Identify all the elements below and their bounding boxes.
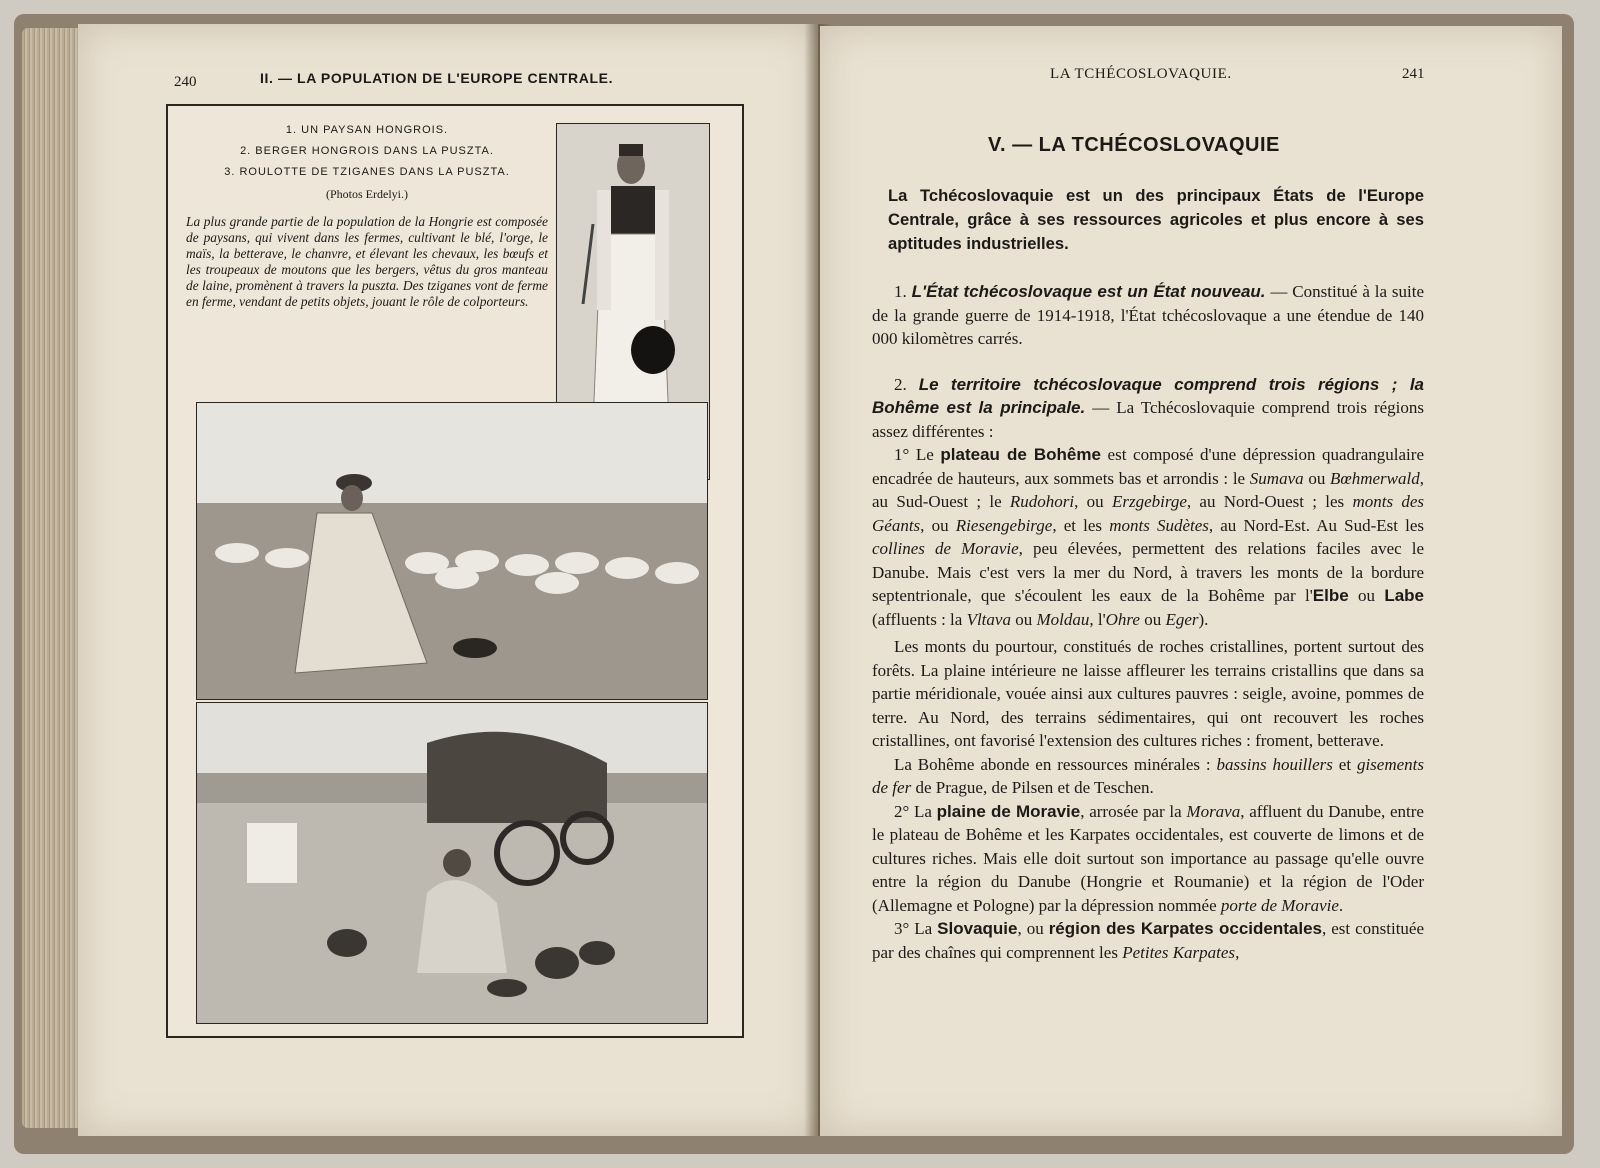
- place-name: monts des Géants: [872, 492, 1424, 535]
- text-run: , l': [1089, 609, 1106, 629]
- right-page: [820, 26, 1562, 1136]
- paragraph-monts: Les monts du pourtour, constitués de roches cristallines, portent surtout des forêts. La plaine intérieure ne laisse affleurer les terrains cristallins que dans sa partie méridionale, vouée ainsi aux cultures pauvres : seigle, avoine, pommes de terre. Au Nord, des terrains sédimentaires, qui ont recouvert les roches cristallines, ont favorisé l'extension des cultures riches : froment, betterave.: [872, 637, 1424, 750]
- text-run: , ou: [920, 515, 956, 535]
- left-page: [78, 24, 818, 1136]
- place-name: Eger: [1165, 609, 1199, 629]
- region-1-paragraph: [872, 443, 1424, 631]
- text-run: de Prague, de Pilsen et de Teschen.: [911, 778, 1154, 797]
- section-1-body: Constitué à la suite de la grande guerre de 1914-1918, l'État tchécoslovaque a une étendue de 140 000 kilomètres carrés.: [872, 282, 1425, 348]
- text-run: , et les: [1052, 515, 1110, 535]
- place-name: Petites Karpates: [1122, 942, 1236, 962]
- text-run: ou: [1348, 586, 1385, 605]
- region-1-term: plateau de Bohême: [940, 445, 1101, 464]
- paragraph-minerals: [872, 753, 1424, 800]
- section-1: [872, 280, 1424, 351]
- text-run: (affluents : la: [872, 609, 967, 629]
- text-run: .: [1338, 895, 1344, 915]
- page-number-right: 241: [1402, 66, 1425, 82]
- place-name: collines de Moravie: [872, 539, 1019, 558]
- section-2-body: — La Tchécoslovaquie comprend trois régions assez différentes :: [872, 398, 1425, 441]
- region-3-number: 3° La: [894, 919, 938, 938]
- place-name: Vltava: [966, 609, 1011, 629]
- running-head-right: LA TCHÉCOSLOVAQUIE.: [1050, 66, 1232, 82]
- region-2-term: plaine de Moravie: [936, 801, 1081, 821]
- text-run: , est constituée par des chaînes qui comprennent les: [872, 919, 1425, 962]
- place-name: Moldau: [1036, 609, 1090, 629]
- text-run: , ou: [1074, 492, 1112, 511]
- chapter-lead: La Tchécoslovaquie est un des principaux États de l'Europe Centrale, grâce à ses ressources agricoles et plus encore à ses aptitudes industrielles.: [888, 186, 1424, 253]
- photo-shepherd-puszta: [196, 402, 708, 700]
- text-run: , arrosée par la: [1080, 801, 1187, 821]
- running-head-left: II. — LA POPULATION DE L'EUROPE CENTRALE.: [260, 70, 614, 86]
- text-run: , au Nord-Ouest ; les: [1186, 492, 1353, 511]
- emphasis: gisements de fer: [872, 754, 1424, 797]
- region-2-number: 2° La: [894, 801, 937, 821]
- region-3-term: Slovaquie: [937, 919, 1018, 938]
- chapter-title: V. — LA TCHÉCOSLOVAQUIE: [988, 134, 1280, 156]
- section-1-title: L'État tchécoslovaque est un État nouveau.: [911, 282, 1266, 301]
- region-2-paragraph: [872, 800, 1424, 918]
- text-run: est composé d'une dépression quadrangulaire encadrée de hauteurs, aux sommets bas et arrondis : le: [872, 445, 1424, 488]
- text-run: et: [1332, 754, 1357, 774]
- region-3-paragraph: [872, 917, 1424, 964]
- place-name: Erzgebirge: [1111, 492, 1187, 511]
- text-run: , peu élevées, permettent des relations faciles avec le Danube. Mais c'est vers la mer du Nord, à travers les monts de la bordure septentrionale, que s'écoulent les eaux de la Bohême par l': [872, 539, 1425, 605]
- place-name: Sumava: [1249, 468, 1304, 488]
- region-3-term-alt: région des Karpates occidentales: [1048, 919, 1323, 938]
- photo-gypsy-caravan: [196, 702, 708, 1024]
- section-2-number: 2.: [894, 374, 907, 394]
- region-1-number: 1° Le: [894, 445, 941, 464]
- emphasis: bassins houillers: [1216, 754, 1333, 774]
- place-name: porte de Moravie: [1220, 895, 1339, 915]
- text-run: , affluent du Danube, entre le plateau de Bohême et les Karpates occidentales, est couverte de limons et de cultures riches. Mais elle doit surtout son importance au passage qu'elle ouvre entre la région du Danube (Hongrie et Roumanie) et la région de l'Oder (Allemagne et Pologne) par la dépression nommée: [872, 801, 1424, 915]
- text-run: ou: [1139, 609, 1166, 629]
- river-name: Labe: [1384, 586, 1425, 605]
- caption-1: 1. UN PAYSAN HONGROIS.: [285, 124, 449, 136]
- body-text: [872, 184, 1424, 964]
- text-run: ).: [1198, 609, 1209, 629]
- figure-description: La plus grande partie de la population de la Hongrie est composée de paysans, qui vivent dans les fermes, cultivant le blé, l'orge, le maïs, la betterave, le chanvre, et élevant les chevaux, les bœufs et les troupeaux de moutons que les bergers, vêtus du gros manteau de laine, promènent à travers la puszta. Des tziganes vont de ferme en ferme, vendant de petits objets, jouant le rôle de colporteurs.: [186, 214, 548, 309]
- section-1-number: 1.: [894, 282, 907, 301]
- place-name: Bœhmerwald: [1330, 468, 1420, 488]
- figure-plate: [166, 104, 744, 1038]
- river-name: Elbe: [1312, 586, 1349, 605]
- caption-2: 2. BERGER HONGROIS DANS LA PUSZTA.: [240, 145, 494, 157]
- page-edges: [22, 28, 82, 1128]
- text-run: ou: [1303, 468, 1331, 488]
- text-run: , au Nord-Est. Au Sud-Est les: [1208, 515, 1425, 535]
- section-1-dash: —: [1265, 282, 1288, 301]
- text-run: , ou: [1017, 919, 1049, 938]
- photo-credit: (Photos Erdelyi.): [326, 187, 408, 201]
- text-run: , au Sud-Ouest ; le: [872, 468, 1424, 511]
- place-name: Morava: [1186, 801, 1241, 821]
- text-run: ou: [1010, 609, 1037, 629]
- place-name: monts Sudètes: [1109, 515, 1209, 535]
- text-run: ,: [1235, 942, 1240, 962]
- page-number-left: 240: [174, 74, 197, 90]
- caption-3: 3. ROULOTTE DE TZIGANES DANS LA PUSZTA.: [224, 166, 510, 178]
- place-name: Rudohori: [1009, 492, 1075, 511]
- figure-captions: [182, 124, 552, 310]
- text-run: La Bohême abonde en ressources minérales :: [894, 754, 1217, 774]
- place-name: Riesengebirge: [955, 515, 1053, 535]
- section-2-title: Le territoire tchécoslovaque comprend trois régions ; la Bohême est la principale.: [872, 374, 1424, 417]
- place-name: Ohre: [1105, 609, 1140, 629]
- section-2: [872, 373, 1424, 444]
